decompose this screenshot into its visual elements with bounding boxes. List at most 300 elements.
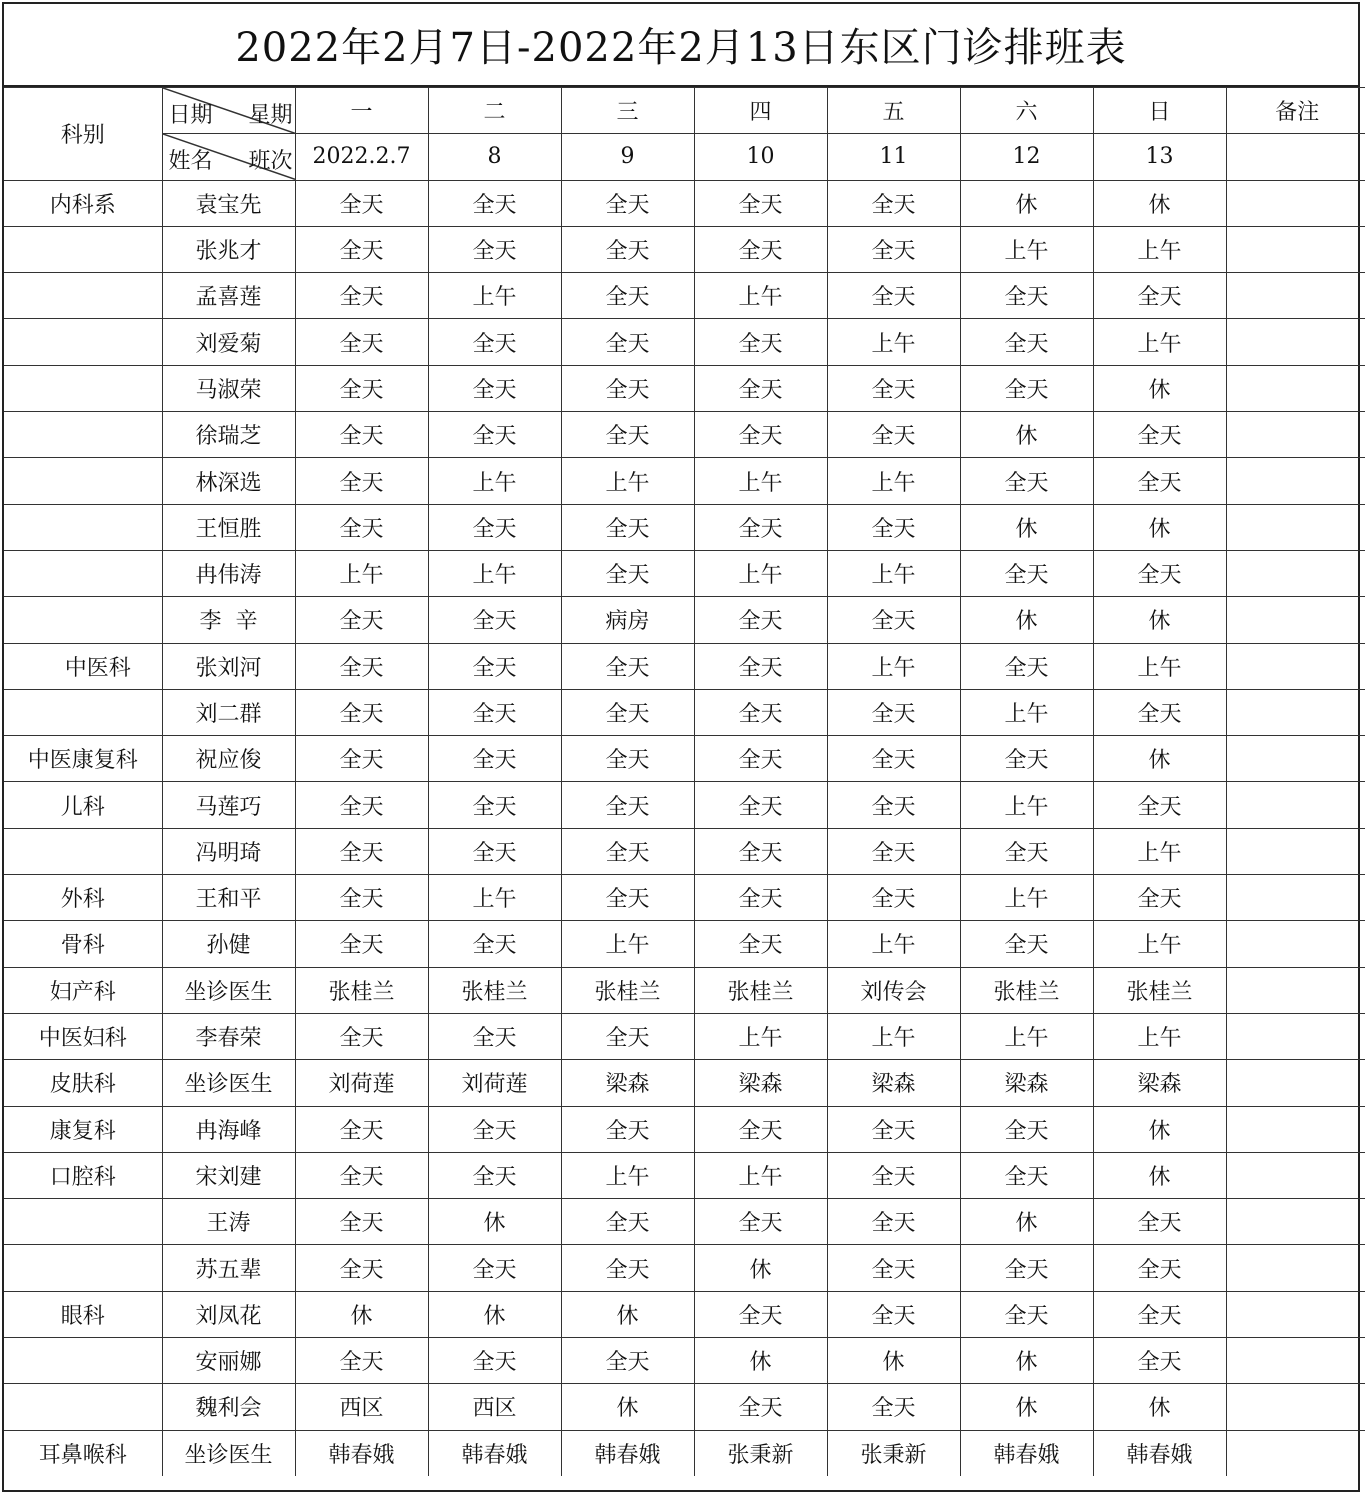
shift-cell: 上午 [1093, 319, 1226, 365]
shift-cell: 全天 [694, 689, 827, 735]
table-row [4, 1106, 1365, 1152]
date-cell: 10 [694, 134, 827, 180]
remark-cell [1226, 1338, 1365, 1384]
name-cell: 张刘河 [162, 643, 295, 689]
name-cell: 孟喜莲 [162, 273, 295, 319]
name-label: 姓名 [168, 149, 213, 175]
shift-cell: 全天 [827, 875, 960, 921]
shift-cell: 全天 [561, 875, 694, 921]
shift-cell: 全天 [827, 180, 960, 226]
name-cell: 祝应俊 [162, 736, 295, 782]
shift-cell: 张桂兰 [960, 967, 1093, 1013]
dept-cell: 口腔科 [4, 1152, 162, 1198]
shift-cell: 休 [960, 1199, 1093, 1245]
dept-cell: 外科 [4, 875, 162, 921]
dept-cell: 妇产科 [4, 967, 162, 1013]
name-cell: 冯明琦 [162, 828, 295, 874]
remark-cell [1226, 967, 1365, 1013]
shift-cell: 全天 [827, 1199, 960, 1245]
shift-cell: 全天 [827, 1245, 960, 1291]
shift-cell: 全天 [960, 273, 1093, 319]
shift-cell: 全天 [561, 1338, 694, 1384]
shift-cell: 全天 [827, 226, 960, 272]
shift-cell: 全天 [561, 365, 694, 411]
shift-cell: 梁森 [1093, 1060, 1226, 1106]
name-cell: 刘凤花 [162, 1291, 295, 1337]
shift-cell: 休 [1093, 1106, 1226, 1152]
shift-cell: 上午 [295, 550, 428, 596]
date-cell: 2022.2.7 [295, 134, 428, 180]
shift-cell: 全天 [827, 1152, 960, 1198]
shift-cell: 休 [428, 1199, 561, 1245]
date-cell: 8 [428, 134, 561, 180]
table-row [4, 967, 1365, 1013]
shift-cell: 全天 [1093, 550, 1226, 596]
shift-cell: 全天 [295, 597, 428, 643]
shift-cell: 张桂兰 [1093, 967, 1226, 1013]
shift-cell: 全天 [1093, 273, 1226, 319]
table-row [4, 1060, 1365, 1106]
shift-cell: 全天 [694, 1384, 827, 1430]
shift-cell: 全天 [561, 1199, 694, 1245]
remark-cell [1226, 1384, 1365, 1430]
shift-cell: 全天 [295, 180, 428, 226]
shift-cell: 上午 [827, 643, 960, 689]
remark-cell [1226, 504, 1365, 550]
table-row [4, 365, 1365, 411]
shift-cell: 全天 [295, 226, 428, 272]
shift-cell: 全天 [960, 1152, 1093, 1198]
shift-cell: 上午 [827, 921, 960, 967]
shift-cell: 休 [295, 1291, 428, 1337]
name-cell: 袁宝先 [162, 180, 295, 226]
shift-cell: 休 [1093, 180, 1226, 226]
shift-cell: 休 [827, 1338, 960, 1384]
dept-cell: 皮肤科 [4, 1060, 162, 1106]
shift-cell: 全天 [1093, 458, 1226, 504]
remark-empty [1226, 134, 1365, 180]
shift-cell: 上午 [428, 875, 561, 921]
shift-cell: 全天 [694, 921, 827, 967]
table-row [4, 1291, 1365, 1337]
weekday-cell: 一 [295, 88, 428, 134]
shift-cell: 全天 [428, 921, 561, 967]
remark-cell [1226, 1106, 1365, 1152]
name-cell: 马淑荣 [162, 365, 295, 411]
shift-cell: 全天 [827, 365, 960, 411]
shift-cell: 全天 [1093, 412, 1226, 458]
shift-cell: 上午 [561, 1152, 694, 1198]
shift-cell: 全天 [561, 1245, 694, 1291]
remark-cell [1226, 689, 1365, 735]
table-row [4, 736, 1365, 782]
shift-cell: 梁森 [960, 1060, 1093, 1106]
shift-cell: 全天 [295, 921, 428, 967]
shift-cell: 全天 [827, 1291, 960, 1337]
date-cell: 12 [960, 134, 1093, 180]
remark-cell [1226, 597, 1365, 643]
shift-cell: 全天 [827, 1384, 960, 1430]
shift-cell: 上午 [428, 550, 561, 596]
shift-cell: 全天 [1093, 1291, 1226, 1337]
shift-cell: 全天 [561, 782, 694, 828]
shift-cell: 全天 [1093, 1338, 1226, 1384]
shift-cell: 上午 [1093, 643, 1226, 689]
shift-cell: 上午 [960, 226, 1093, 272]
table-row [4, 689, 1365, 735]
shift-cell: 全天 [960, 1291, 1093, 1337]
remark-cell [1226, 828, 1365, 874]
shift-cell: 韩春娥 [561, 1430, 694, 1476]
table-row [4, 180, 1365, 226]
shift-cell: 全天 [960, 828, 1093, 874]
table-row [4, 1384, 1365, 1430]
shift-cell: 全天 [827, 1106, 960, 1152]
shift-cell: 全天 [827, 782, 960, 828]
name-cell: 刘二群 [162, 689, 295, 735]
shift-cell: 张桂兰 [694, 967, 827, 1013]
shift-cell: 全天 [827, 828, 960, 874]
shift-cell: 全天 [694, 643, 827, 689]
name-cell: 张兆才 [162, 226, 295, 272]
shift-cell: 休 [960, 1384, 1093, 1430]
dept-cell: 内科系 [4, 180, 162, 226]
shift-cell: 全天 [827, 504, 960, 550]
dept-cell: 耳鼻喉科 [4, 1430, 162, 1476]
shift-cell: 全天 [960, 1106, 1093, 1152]
shift-cell: 上午 [960, 689, 1093, 735]
dept-cell: 中医科 [4, 643, 162, 689]
dept-cell: 儿科 [4, 782, 162, 828]
dept-cell [4, 319, 162, 365]
shift-cell: 西区 [428, 1384, 561, 1430]
shift-cell: 全天 [428, 412, 561, 458]
shift-cell: 全天 [694, 1106, 827, 1152]
shift-cell: 上午 [561, 458, 694, 504]
name-cell: 苏五辈 [162, 1245, 295, 1291]
shift-cell: 全天 [960, 319, 1093, 365]
shift-cell: 韩春娥 [1093, 1430, 1226, 1476]
name-cell: 安丽娜 [162, 1338, 295, 1384]
shift-cell: 全天 [428, 180, 561, 226]
shift-cell: 全天 [295, 1338, 428, 1384]
shift-cell: 全天 [428, 1245, 561, 1291]
shift-cell: 全天 [428, 643, 561, 689]
shift-cell: 全天 [295, 1152, 428, 1198]
table-row [4, 1338, 1365, 1384]
shift-cell: 全天 [295, 828, 428, 874]
shift-cell: 上午 [827, 1013, 960, 1059]
dept-cell: 中医妇科 [4, 1013, 162, 1059]
dept-cell: 骨科 [4, 921, 162, 967]
shift-cell: 全天 [428, 226, 561, 272]
shift-cell: 上午 [561, 921, 694, 967]
shift-cell: 休 [1093, 1152, 1226, 1198]
shift-cell: 全天 [827, 736, 960, 782]
shift-cell: 全天 [295, 1245, 428, 1291]
shift-cell: 上午 [827, 550, 960, 596]
table-row [4, 782, 1365, 828]
shift-cell: 全天 [694, 782, 827, 828]
shift-cell: 全天 [960, 365, 1093, 411]
shift-cell: 全天 [561, 1013, 694, 1059]
shift-cell: 全天 [694, 504, 827, 550]
shift-cell: 全天 [295, 736, 428, 782]
remark-cell [1226, 226, 1365, 272]
dept-cell [4, 273, 162, 319]
remark-cell [1226, 319, 1365, 365]
remark-cell [1226, 1245, 1365, 1291]
shift-cell: 上午 [960, 875, 1093, 921]
remark-cell [1226, 365, 1365, 411]
shift-cell: 张秉新 [694, 1430, 827, 1476]
shift-cell: 休 [561, 1291, 694, 1337]
shift-cell: 休 [1093, 597, 1226, 643]
shift-cell: 上午 [694, 458, 827, 504]
shift-cell: 上午 [428, 273, 561, 319]
shift-cell: 梁森 [694, 1060, 827, 1106]
shift-cell: 全天 [428, 689, 561, 735]
shift-cell: 全天 [1093, 875, 1226, 921]
dept-cell [4, 597, 162, 643]
shift-cell: 全天 [561, 412, 694, 458]
name-cell: 坐诊医生 [162, 1060, 295, 1106]
remark-cell [1226, 1152, 1365, 1198]
name-cell: 刘爱菊 [162, 319, 295, 365]
shift-cell: 刘传会 [827, 967, 960, 1013]
shift-cell: 全天 [1093, 1245, 1226, 1291]
shift-cell: 全天 [827, 412, 960, 458]
shift-cell: 全天 [295, 1106, 428, 1152]
date-cell: 9 [561, 134, 694, 180]
shift-cell: 全天 [960, 550, 1093, 596]
table-row [4, 226, 1365, 272]
shift-cell: 休 [694, 1245, 827, 1291]
dept-cell: 眼科 [4, 1291, 162, 1337]
shift-cell: 全天 [295, 1199, 428, 1245]
shift-cell: 上午 [694, 550, 827, 596]
shift-cell: 全天 [295, 875, 428, 921]
shift-cell: 全天 [561, 736, 694, 782]
remark-cell [1226, 782, 1365, 828]
shift-cell: 上午 [827, 458, 960, 504]
shift-cell: 全天 [561, 643, 694, 689]
shift-cell: 韩春娥 [428, 1430, 561, 1476]
shift-cell: 全天 [295, 273, 428, 319]
shift-cell: 上午 [827, 319, 960, 365]
shift-cell: 全天 [827, 273, 960, 319]
shift-cell: 全天 [694, 736, 827, 782]
name-cell: 王和平 [162, 875, 295, 921]
shift-cell: 上午 [694, 273, 827, 319]
shift-cell: 全天 [561, 319, 694, 365]
name-cell: 宋刘建 [162, 1152, 295, 1198]
name-cell: 坐诊医生 [162, 1430, 295, 1476]
dept-header: 科别 [4, 88, 162, 181]
remark-cell [1226, 273, 1365, 319]
shift-cell: 全天 [561, 828, 694, 874]
shift-cell: 休 [960, 1338, 1093, 1384]
shift-cell: 全天 [295, 365, 428, 411]
shift-cell: 全天 [561, 273, 694, 319]
shift-cell: 全天 [561, 180, 694, 226]
table-row [4, 1430, 1365, 1476]
shift-cell: 全天 [295, 458, 428, 504]
shift-cell: 全天 [1093, 782, 1226, 828]
shift-cell: 休 [561, 1384, 694, 1430]
shift-cell: 上午 [1093, 226, 1226, 272]
table-row [4, 643, 1365, 689]
shift-cell: 上午 [694, 1013, 827, 1059]
shift-cell: 全天 [561, 226, 694, 272]
shift-cell: 全天 [694, 597, 827, 643]
shift-cell: 全天 [694, 828, 827, 874]
shift-cell: 张桂兰 [428, 967, 561, 1013]
table-row [4, 1013, 1365, 1059]
shift-cell: 全天 [960, 643, 1093, 689]
shift-cell: 全天 [827, 689, 960, 735]
shift-cell: 全天 [1093, 1199, 1226, 1245]
shift-cell: 全天 [428, 1338, 561, 1384]
shift-cell: 休 [960, 597, 1093, 643]
shift-cell: 全天 [1093, 689, 1226, 735]
shift-cell: 全天 [694, 365, 827, 411]
dept-cell [4, 1199, 162, 1245]
shift-cell: 全天 [295, 782, 428, 828]
remark-cell [1226, 1430, 1365, 1476]
shift-cell: 西区 [295, 1384, 428, 1430]
shift-cell: 全天 [694, 412, 827, 458]
dept-cell [4, 1338, 162, 1384]
shift-cell: 全天 [428, 1106, 561, 1152]
table-row [4, 273, 1365, 319]
shift-cell: 全天 [428, 736, 561, 782]
shift-cell: 休 [960, 180, 1093, 226]
name-cell: 王恒胜 [162, 504, 295, 550]
table-row [4, 828, 1365, 874]
table-row [4, 1152, 1365, 1198]
remark-cell [1226, 1199, 1365, 1245]
shift-cell: 全天 [694, 180, 827, 226]
dept-cell [4, 550, 162, 596]
table-row [4, 412, 1365, 458]
name-cell: 李 辛 [162, 597, 295, 643]
shift-cell: 张桂兰 [561, 967, 694, 1013]
shift-cell: 全天 [295, 504, 428, 550]
shift-cell: 休 [428, 1291, 561, 1337]
dept-cell [4, 1245, 162, 1291]
remark-cell [1226, 1060, 1365, 1106]
dept-cell [4, 689, 162, 735]
shift-cell: 全天 [960, 1245, 1093, 1291]
name-cell: 冉伟涛 [162, 550, 295, 596]
shift-cell: 休 [960, 412, 1093, 458]
shift-cell: 全天 [428, 319, 561, 365]
shift-cell: 张秉新 [827, 1430, 960, 1476]
table-row [4, 875, 1365, 921]
date-cell: 11 [827, 134, 960, 180]
shift-cell: 全天 [295, 412, 428, 458]
name-cell: 孙健 [162, 921, 295, 967]
dept-cell: 康复科 [4, 1106, 162, 1152]
shift-cell: 刘荷莲 [428, 1060, 561, 1106]
weekday-label: 星期 [248, 103, 293, 128]
remark-cell [1226, 1013, 1365, 1059]
shift-cell: 病房 [561, 597, 694, 643]
remark-cell [1226, 550, 1365, 596]
name-shift-header [162, 134, 295, 180]
shift-cell: 全天 [428, 828, 561, 874]
shift-cell: 刘荷莲 [295, 1060, 428, 1106]
shift-cell: 全天 [295, 319, 428, 365]
shift-cell: 全天 [694, 1291, 827, 1337]
shift-cell: 上午 [1093, 921, 1226, 967]
shift-cell: 全天 [827, 597, 960, 643]
remark-cell [1226, 736, 1365, 782]
shift-cell: 休 [694, 1338, 827, 1384]
date-weekday-header [162, 88, 295, 134]
remark-cell [1226, 1291, 1365, 1337]
shift-cell: 上午 [1093, 828, 1226, 874]
shift-cell: 全天 [428, 597, 561, 643]
weekday-cell: 日 [1093, 88, 1226, 134]
shift-cell: 全天 [694, 1199, 827, 1245]
dept-cell [4, 504, 162, 550]
shift-cell: 梁森 [561, 1060, 694, 1106]
remark-header: 备注 [1226, 88, 1365, 134]
date-cell: 13 [1093, 134, 1226, 180]
dept-cell [4, 226, 162, 272]
shift-cell: 全天 [428, 1152, 561, 1198]
name-cell: 坐诊医生 [162, 967, 295, 1013]
table-row [4, 550, 1365, 596]
shift-cell: 全天 [960, 921, 1093, 967]
shift-cell: 上午 [1093, 1013, 1226, 1059]
dept-cell [4, 365, 162, 411]
dept-cell [4, 412, 162, 458]
table-row [4, 504, 1365, 550]
shift-cell: 韩春娥 [960, 1430, 1093, 1476]
shift-cell: 全天 [428, 782, 561, 828]
name-cell: 徐瑞芝 [162, 412, 295, 458]
shift-cell: 全天 [428, 504, 561, 550]
shift-cell: 全天 [960, 458, 1093, 504]
table-row [4, 921, 1365, 967]
name-cell: 李春荣 [162, 1013, 295, 1059]
shift-cell: 上午 [960, 1013, 1093, 1059]
shift-cell: 上午 [694, 1152, 827, 1198]
shift-label: 班次 [248, 149, 293, 175]
dept-cell [4, 458, 162, 504]
date-label: 日期 [168, 103, 213, 128]
weekday-cell: 三 [561, 88, 694, 134]
name-cell: 冉海峰 [162, 1106, 295, 1152]
shift-cell: 休 [1093, 504, 1226, 550]
shift-cell: 休 [1093, 365, 1226, 411]
table-row [4, 1199, 1365, 1245]
name-cell: 马莲巧 [162, 782, 295, 828]
shift-cell: 全天 [561, 689, 694, 735]
shift-cell: 全天 [561, 550, 694, 596]
shift-cell: 上午 [428, 458, 561, 504]
weekday-cell: 二 [428, 88, 561, 134]
shift-cell: 全天 [694, 875, 827, 921]
weekday-cell: 六 [960, 88, 1093, 134]
remark-cell [1226, 643, 1365, 689]
shift-cell: 全天 [561, 504, 694, 550]
name-cell: 魏利会 [162, 1384, 295, 1430]
shift-cell: 全天 [960, 736, 1093, 782]
